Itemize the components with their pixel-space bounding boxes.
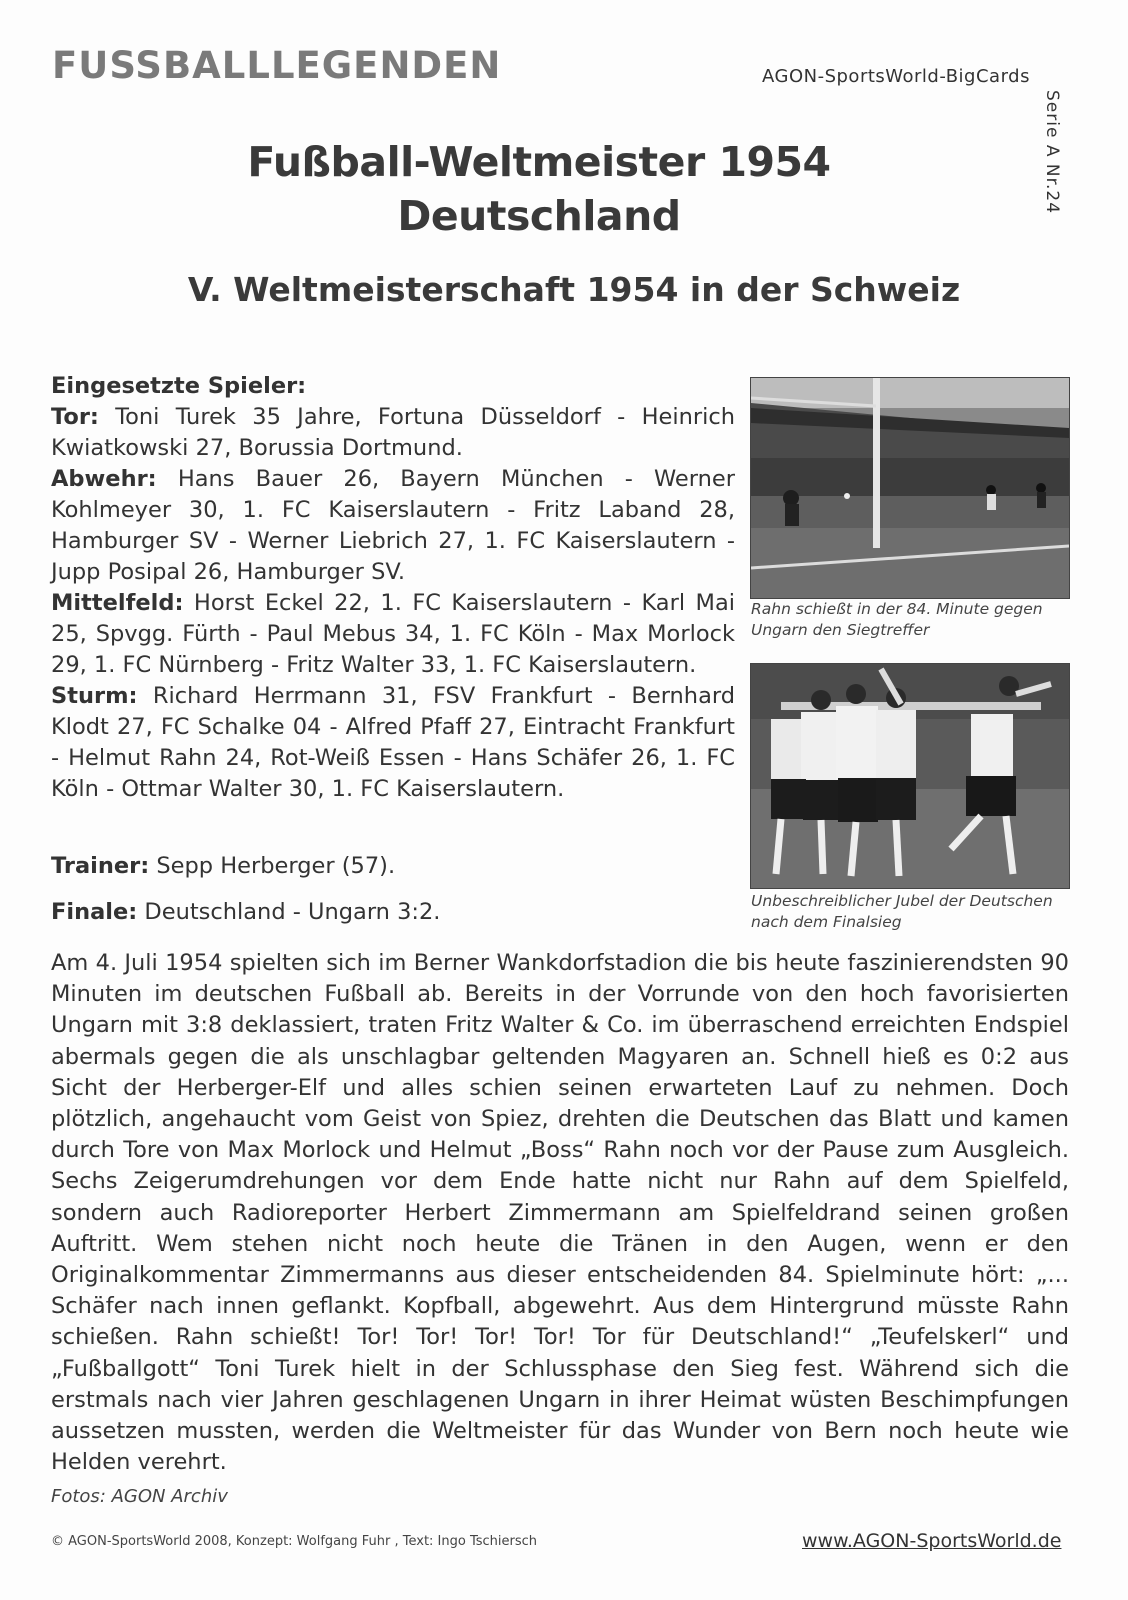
trainer-label: Trainer:	[51, 853, 150, 879]
group-text: Toni Turek 35 Jahre, Fortuna Düsseldorf - Heinrich Kwiatkowski 27, Borussia Dortmund.	[51, 404, 735, 461]
subtitle: V. Weltmeisterschaft 1954 in der Schweiz	[187, 270, 961, 309]
main-title-line1: Fußball-Weltmeister 1954	[247, 138, 831, 186]
players-defense	[51, 464, 735, 588]
players-heading: Eingesetzte Spieler:	[51, 373, 307, 399]
group-label: Tor:	[51, 404, 99, 430]
photo-caption-2: Unbeschreiblicher Jubel der Deutschen nach dem Finalsieg	[751, 892, 1053, 931]
trainer-text: Sepp Herberger (57).	[149, 853, 396, 879]
finale-line	[51, 897, 735, 928]
players-section	[51, 371, 735, 805]
photo-goal-scene	[750, 377, 1070, 599]
group-text: Horst Eckel 22, 1. FC Kaiserslautern - Karl Mai 25, Spvgg. Fürth - Paul Mebus 34, 1. FC Köln - Max Morlock 29, 1. FC Nürnberg - Fritz Walter 33, 1. FC Kaiserslautern.	[51, 590, 735, 678]
group-text: Hans Bauer 26, Bayern München - Werner Kohlmeyer 30, 1. FC Kaiserslautern - Fritz Laband 28, Hamburger SV - Werner Liebrich 27, 1. FC Kaiserslautern - Jupp Posipal 26, Hamburger SV.	[51, 466, 735, 585]
photo-celebration	[750, 663, 1070, 889]
players-midfield	[51, 588, 735, 681]
series-number: Serie A Nr.24	[1042, 90, 1062, 215]
trainer-line	[51, 851, 735, 882]
series-name: AGON-SportsWorld-BigCards	[762, 66, 1030, 87]
group-label: Mittelfeld:	[51, 590, 184, 616]
players-goalkeepers	[51, 402, 735, 464]
group-label: Sturm:	[51, 683, 138, 709]
main-title-line2: Deutschland	[397, 192, 681, 240]
players-forwards	[51, 681, 735, 805]
article-body: Am 4. Juli 1954 spielten sich im Berner Wankdorfstadion die bis heute faszinierendsten 90 Minuten im deutschen Fußball ab. Bereits in der Vorrunde von den hoch favorisierten Ungarn mit 3:8 deklassiert, traten Fritz Walter & Co. im überraschend erreichten Endspiel abermals gegen die als unschlagbar geltenden Magyaren an. Schnell hieß es 0:2 aus Sicht der Herberger-Elf und alles schien seinen erwarteten Lauf zu nehmen. Doch plötzlich, angehaucht vom Geist von Spiez, drehten die Deutschen das Blatt und kamen durch Tore von Max Morlock und Helmut „Boss“ Rahn noch vor der Pause zum Ausgleich. Sechs Zeigerumdrehungen vor dem Ende hatte nicht nur Rahn auf dem Spielfeld, sondern auch Radioreporter Herbert Zimmermann am Spielfeldrand seinen großen Auftritt. Wem stehen nicht noch heute die Tränen in den Augen, wenn er den Originalkommentar Zimmermanns aus dieser entscheidenden 84. Spielminute hört: „... Schäfer nach innen geflankt. Kopfball, abgewehrt. Aus dem Hintergrund müsste Rahn schießen. Rahn schießt! Tor! Tor! Tor! Tor! Tor für Deutschland!“ „Teufelskerl“ und „Fußballgott“ Toni Turek hielt in der Schlussphase den Sieg fest. Während sich die erstmals nach vier Jahren geschlagenen Ungarn in ihrer Heimat wüsten Beschimpfungen aussetzen mussten, werden die Weltmeister für das Wunder von Bern noch heute wie Helden verehrt.	[51, 950, 1069, 1476]
website-link[interactable]: www.AGON-SportsWorld.de	[802, 1530, 1062, 1552]
photo-caption-1: Rahn schießt in der 84. Minute gegen Ungarn den Siegtreffer	[751, 600, 1043, 639]
group-text: Richard Herrmann 31, FSV Frankfurt - Bernhard Klodt 27, FC Schalke 04 - Alfred Pfaff 27, Eintracht Frankfurt - Helmut Rahn 24, Rot-Weiß Essen - Hans Schäfer 26, 1. FC Köln - Ottmar Walter 30, 1. FC Kaiserslautern.	[51, 683, 735, 802]
finale-label: Finale:	[51, 899, 138, 925]
copyright-footer: © AGON-SportsWorld 2008, Konzept: Wolfgang Fuhr , Text: Ingo Tschiersch	[51, 1534, 538, 1549]
photo-credit: Fotos: AGON Archiv	[51, 1486, 228, 1507]
brand-title: FUSSBALLLEGENDEN	[52, 44, 502, 87]
group-label: Abwehr:	[51, 466, 157, 492]
finale-text: Deutschland - Ungarn 3:2.	[137, 899, 441, 925]
